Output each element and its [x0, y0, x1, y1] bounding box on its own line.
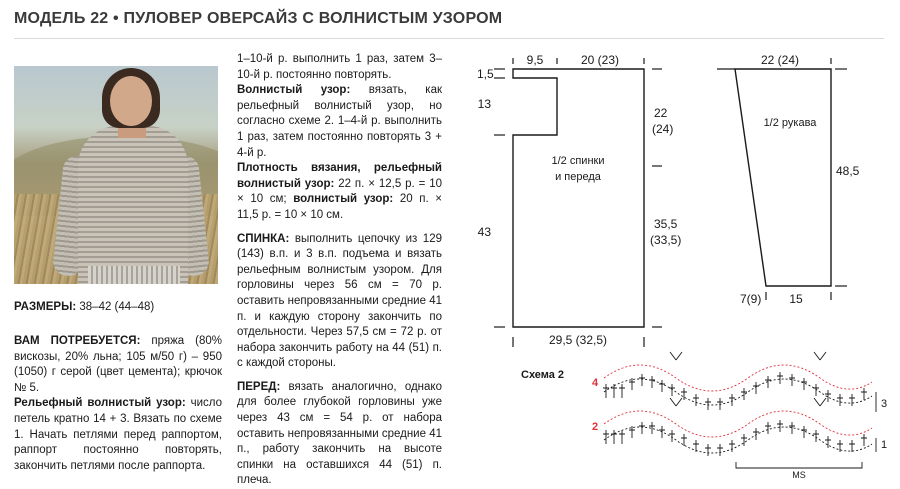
sleeve-label: 1/2 рукава: [763, 117, 817, 129]
wave-pattern-value: вязать, как рельефный волнистый узор, но согласно схеме 2. 1–4-й р. выполнить 1 раз, затем постоянно повторять 3 + 4-й р.: [237, 84, 442, 159]
rows-intro: 1–10-й р. выполнить 1 раз, затем 3–10-й р. постоянно повторять.: [237, 53, 442, 81]
materials-value: пряжа (80% вискозы, 20% льна; 105 м/50 г) – 950 (1050) г серой (цвет цемента); крючок № 5.: [14, 335, 223, 394]
back-front-label-1: 1/2 спинки: [551, 155, 605, 167]
back-label: СПИНКА:: [237, 232, 290, 245]
back-dim-neck-depth: 13: [477, 97, 491, 111]
page-title: МОДЕЛЬ 22 • ПУЛОВЕР ОВЕРСАЙЗ С ВОЛНИСТЫМ УЗОРОМ: [14, 10, 503, 27]
sleeve-dim-top: 22 (24): [760, 53, 800, 67]
back-dim-side-a: 35,5: [654, 217, 678, 231]
sleeve-dim-cuff-left: 7(9): [740, 292, 762, 306]
back-dim-armhole-b: (24): [652, 122, 674, 136]
back-dim-width: 29,5 (32,5): [548, 333, 608, 347]
back-dim-shoulder: 20 (23): [580, 53, 620, 67]
density-label: Плотность вязания, рельефный волнистый узор:: [237, 162, 442, 190]
relief-pattern-value: число петель кратно 14 + 3. Вязать по схеме 1. Начать петлями перед раппортом, раппорт постоянно повторять, закончить петлями после раппорта.: [14, 397, 222, 472]
sizes-value: 38–42 (44–48): [76, 301, 155, 313]
back-value: выполнить цепочку из 129 (143) в.п. и 3 в.п. подъема и вязать рельефным волнистым узором. Для горловины через 56 см = 70 р. оставить непровязанными средние 41 п. и каждую сторону закончить по отдельности. Через 57,5 см = 72 р. от набора закончить работу на 44 (51) п. с каждой стороны.: [237, 232, 442, 370]
relief-pattern-label: Рельефный волнистый узор:: [14, 397, 186, 410]
back-dim-armhole-a: 22: [654, 106, 668, 120]
sleeve-dim-cuff: 15: [789, 292, 803, 306]
wave-pattern-label: Волнистый узор:: [237, 84, 351, 97]
back-dim-side-b: (33,5): [650, 233, 682, 247]
scheme-2-chart: [603, 352, 876, 468]
sizes-label: РАЗМЕРЫ:: [14, 301, 77, 313]
sleeve-outline: [735, 69, 831, 286]
sleeve-dim-length: 48,5: [836, 164, 860, 178]
scheme-2-row-2: 2: [592, 421, 599, 433]
back-front-pattern: [494, 58, 662, 347]
scheme-2-rapport-label: MS: [792, 470, 806, 480]
scheme-2-row-3: 3: [881, 398, 888, 410]
scheme-2-row-1: 1: [881, 439, 888, 451]
rapport-bracket: [736, 462, 862, 468]
density-label-2: волнистый узор:: [293, 193, 394, 206]
stitch-marks: [603, 352, 867, 456]
back-front-label-2: и переда: [555, 171, 601, 183]
scheme-2-title: Схема 2: [521, 369, 565, 381]
scheme-2-row-4: 4: [592, 377, 599, 389]
row-3-wave: [604, 379, 872, 405]
row-2-wave: [604, 411, 872, 437]
row-1-wave: [604, 427, 872, 453]
front-label: ПЕРЕД:: [237, 380, 281, 393]
density-value-2: 20 п. × 11,5 р. = 10 × 10 см.: [237, 193, 442, 221]
materials-label: ВАМ ПОТРЕБУЕТСЯ:: [14, 335, 141, 347]
back-dim-body-height: 43: [477, 225, 491, 239]
back-dim-top-offset: 1,5: [477, 67, 494, 81]
back-front-outline: [513, 69, 644, 327]
sleeve-pattern: [717, 58, 847, 300]
density-value: 22 п. × 12,5 р. = 10 × 10 см;: [237, 177, 442, 206]
back-dim-neck-width: 9,5: [526, 53, 544, 67]
front-value: вязать аналогично, однако для более глубокой горловины уже через 43 см = 54 р. от набора оставить непровязанными средние 41 п., работу закончить на высоте спинки на оставшихся 44 (51) п. плеча.: [237, 380, 442, 487]
